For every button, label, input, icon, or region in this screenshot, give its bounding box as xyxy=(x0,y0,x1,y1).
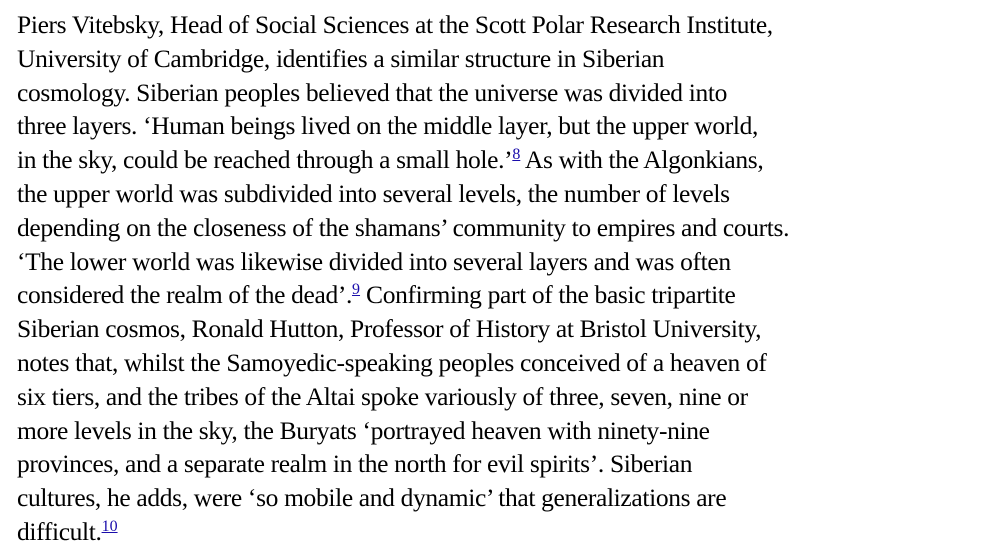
text-line-9-end: Confirming part of the basic tripartite xyxy=(360,280,736,310)
text-line-4: three layers. ‘Human beings lived on the middle layer, but the upper world, xyxy=(17,111,759,141)
footnote-link-9[interactable]: 9 xyxy=(352,281,361,299)
text-line-11: notes that, whilst the Samoyedic-speaking peoples conceived of a heaven of xyxy=(17,347,767,377)
text-line-6: the upper world was subdivided into several levels, the number of levels xyxy=(17,178,730,208)
text-line-15: cultures, he adds, were ‘so mobile and dynamic’ that generalizations are xyxy=(17,483,727,513)
text-line-2: University of Cambridge, identifies a similar structure in Siberian xyxy=(17,43,665,73)
text-line-8: ‘The lower world was likewise divided into several layers and was often xyxy=(17,246,731,276)
text-line-13: more levels in the sky, the Buryats ‘portrayed heaven with ninety-nine xyxy=(17,415,710,445)
text-line-7: depending on the closeness of the shamans’ community to empires and courts. xyxy=(17,212,790,242)
text-line-16-start: difficult. xyxy=(17,516,102,546)
text-line-12: six tiers, and the tribes of the Altai spoke variously of three, seven, nine or xyxy=(17,381,748,411)
footnote-link-8[interactable]: 8 xyxy=(512,146,521,164)
footnote-link-10[interactable]: 10 xyxy=(101,517,118,535)
text-line-5-end: As with the Algonkians, xyxy=(520,145,764,175)
text-line-9-start: considered the realm of the dead’. xyxy=(17,280,353,310)
text-line-3: cosmology. Siberian peoples believed that the universe was divided into xyxy=(17,77,727,107)
body-paragraph xyxy=(17,8,977,549)
text-line-1: Piers Vitebsky, Head of Social Sciences at the Scott Polar Research Institute, xyxy=(17,10,773,39)
text-line-16 xyxy=(17,515,977,549)
text-line-5-start: in the sky, could be reached through a small hole.’ xyxy=(17,145,513,175)
text-line-10: Siberian cosmos, Ronald Hutton, Professor of History at Bristol University, xyxy=(17,314,762,344)
text-line-14: provinces, and a separate realm in the north for evil spirits’. Siberian xyxy=(17,449,693,479)
text-line-5 xyxy=(17,143,977,177)
text-line-9 xyxy=(17,278,977,312)
